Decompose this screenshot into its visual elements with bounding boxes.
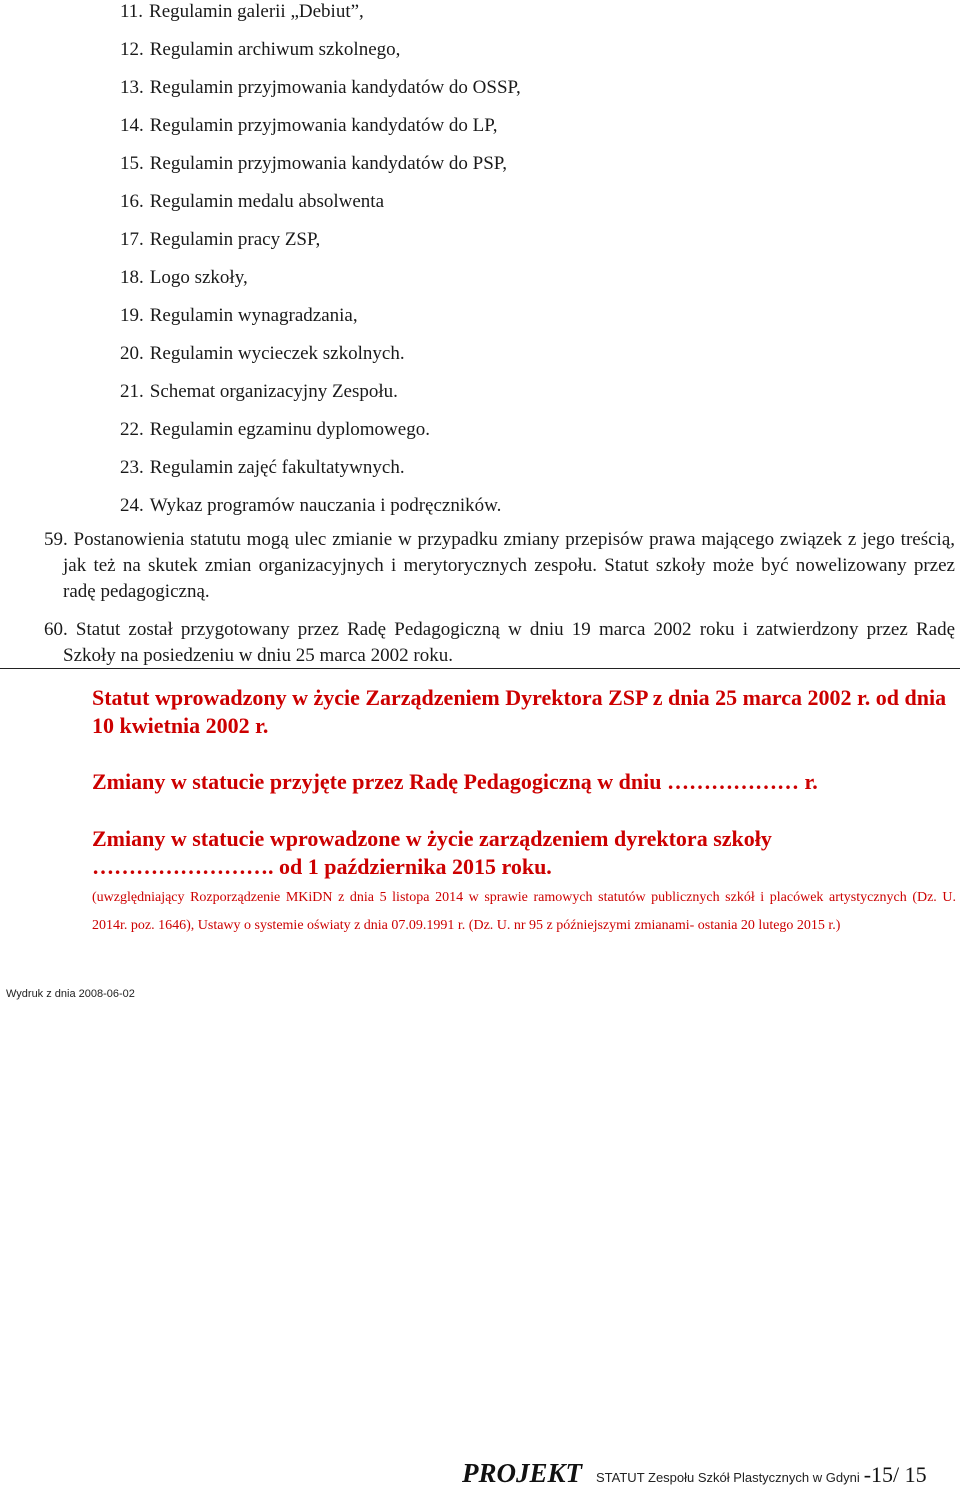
list-item: 23. Regulamin zajęć fakultatywnych.	[120, 457, 405, 478]
list-item: 22. Regulamin egzaminu dyplomowego.	[120, 419, 430, 440]
list-item: 18. Logo szkoły,	[120, 267, 248, 288]
note-enacted: Statut wprowadzony w życie Zarządzeniem Dyrektora ZSP z dnia 25 marca 2002 r. od dnia 10 kwietnia 2002 r.	[92, 685, 947, 738]
print-date: Wydruk z dnia 2008-06-02	[6, 988, 135, 1000]
document-title: STATUT Zespołu Szkół Plastycznych w Gdyni	[596, 1470, 860, 1485]
note-changes-adopted: Zmiany w statucie przyjęte przez Radę Pedagogiczną w dniu ……………… r.	[92, 769, 818, 794]
section-text: Statut został przygotowany przez Radę Pedagogiczną w dniu 19 marca 2002 roku i zatwierdzony przez Radę Szkoły na posiedzeniu w dniu 25 marca 2002 roku.	[63, 619, 955, 666]
section-59	[19, 527, 955, 605]
horizontal-divider	[0, 668, 960, 669]
list-item: 21. Schemat organizacyjny Zespołu.	[120, 381, 398, 402]
list-item: 20. Regulamin wycieczek szkolnych.	[120, 343, 405, 364]
list-item: 17. Regulamin pracy ZSP,	[120, 229, 321, 250]
list-item: 11. Regulamin galerii „Debiut”,	[120, 1, 364, 22]
section-number: 59.	[44, 529, 68, 550]
list-item: 19. Regulamin wynagradzania,	[120, 305, 358, 326]
list-item: 13. Regulamin przyjmowania kandydatów do OSSP,	[120, 77, 521, 98]
draft-label: PROJEKT	[462, 1458, 583, 1488]
note-changes-introduced-line2: ……………………. od 1 października 2015 roku.	[92, 854, 552, 879]
list-item: 14. Regulamin przyjmowania kandydatów do LP,	[120, 115, 498, 136]
list-item: 12. Regulamin archiwum szkolnego,	[120, 39, 401, 60]
section-sign	[19, 527, 44, 553]
section-sign	[19, 617, 44, 643]
page-footer	[462, 1458, 927, 1489]
section-number: 60.	[44, 619, 68, 640]
section-text: Postanowienia statutu mogą ulec zmianie w przypadku zmiany przepisów prawa mającego związek z jego treścią, jak też na skutek zmian organizacyjnych i merytorycznych zespołu. Statut szkoły może być nowelizowany przez radę pedagogiczną.	[63, 529, 955, 602]
list-item: 16. Regulamin medalu absolwenta	[120, 191, 385, 212]
page-number: -15/ 15	[863, 1462, 927, 1487]
section-60	[19, 617, 955, 669]
list-item: 24. Wykaz programów nauczania i podręczników.	[120, 495, 502, 516]
note-legal-basis: (uwzględniający Rozporządzenie MKiDN z dnia 5 listopa 2014 w sprawie ramowych statutów publicznych szkół i placówek artystycznych (Dz. U. 2014r. poz. 1646), Ustawy o systemie oświaty z dnia 07.09.1991 r. (Dz. U. nr 95 z późniejszymi zmianami- ostania 20 lutego 2015 r.)	[92, 890, 956, 933]
note-changes-introduced-line1: Zmiany w statucie wprowadzone w życie zarządzeniem dyrektora szkoły	[92, 826, 772, 851]
list-item: 15. Regulamin przyjmowania kandydatów do PSP,	[120, 153, 508, 174]
